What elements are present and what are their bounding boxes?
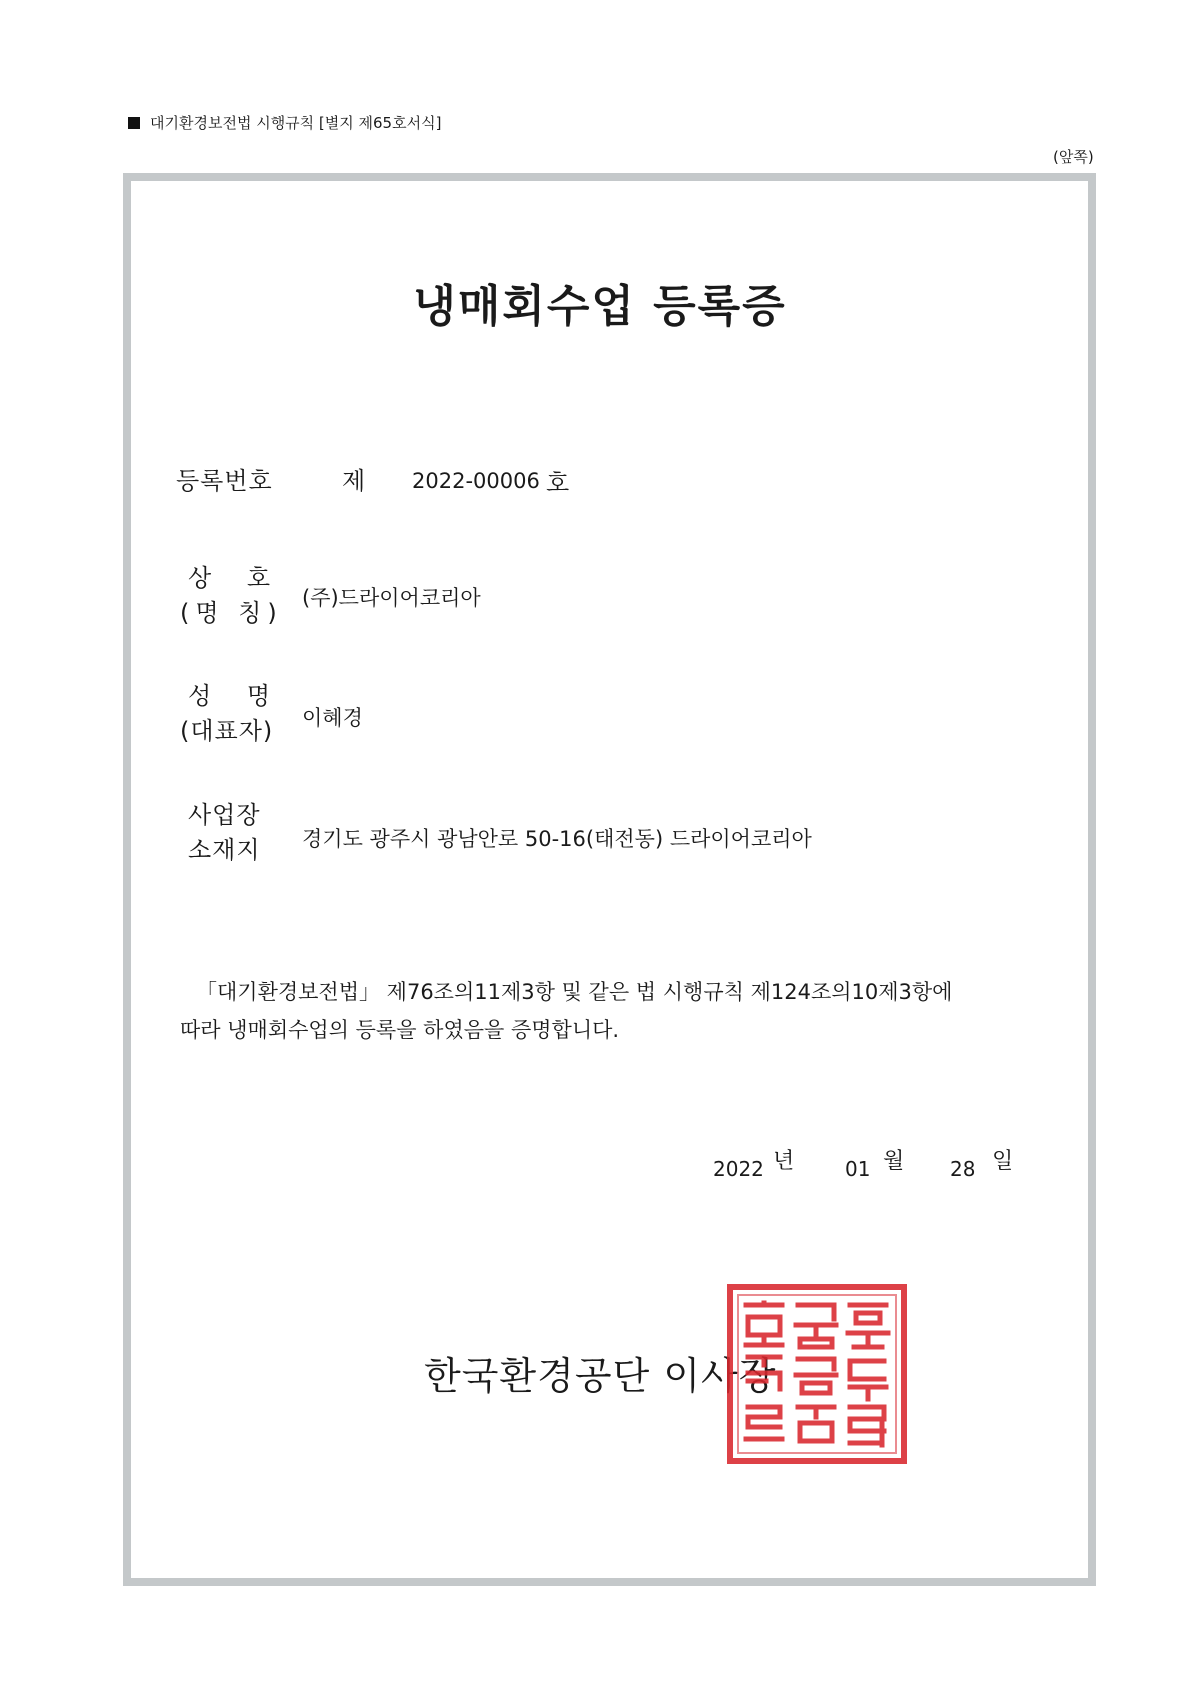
- statement-line2: 따라 냉매회수업의 등록을 하였음을 증명합니다.: [180, 1018, 620, 1042]
- issue-month-unit: 월: [883, 1149, 905, 1174]
- address-value: 경기도 광주시 광남안로 50-16(태전동) 드라이어코리아: [302, 827, 812, 851]
- representative-label-line2: (대표자): [180, 717, 274, 745]
- issue-day: 28: [950, 1157, 976, 1181]
- form-reference: [128, 112, 441, 133]
- issue-year-unit: 년: [773, 1149, 795, 1174]
- address-label-line1: 사업장: [188, 801, 261, 829]
- side-note: (앞쪽): [1053, 148, 1094, 166]
- form-reference-text: 대기환경보전법 시행규칙 [별지 제65호서식]: [150, 114, 442, 132]
- address-label-line2: 소재지: [188, 836, 261, 864]
- issuer-name: 한국환경공단 이사장: [424, 1354, 777, 1398]
- company-name-label-line1: 상 호: [188, 564, 284, 592]
- company-name-label-line2: (명 칭): [180, 599, 283, 627]
- document-title: 냉매회수업 등록증: [413, 281, 787, 332]
- issue-day-unit: 일: [992, 1149, 1014, 1174]
- square-bullet-icon: [128, 117, 140, 129]
- representative-label-line1: 성 명: [188, 682, 284, 710]
- registration-prefix: 제: [342, 467, 367, 495]
- representative-value: 이혜경: [302, 706, 363, 730]
- registration-number: 2022-00006: [412, 469, 540, 493]
- issue-month: 01: [845, 1157, 871, 1181]
- official-seal-icon: [726, 1283, 908, 1465]
- statement-line1: 「대기환경보전법」 제76조의11제3항 및 같은 법 시행규칙 제124조의10제3항에: [196, 980, 953, 1004]
- issue-year: 2022: [713, 1157, 764, 1181]
- registration-label: 등록번호: [176, 467, 273, 495]
- registration-suffix: 호: [546, 469, 571, 497]
- company-name-value: (주)드라이어코리아: [302, 586, 481, 610]
